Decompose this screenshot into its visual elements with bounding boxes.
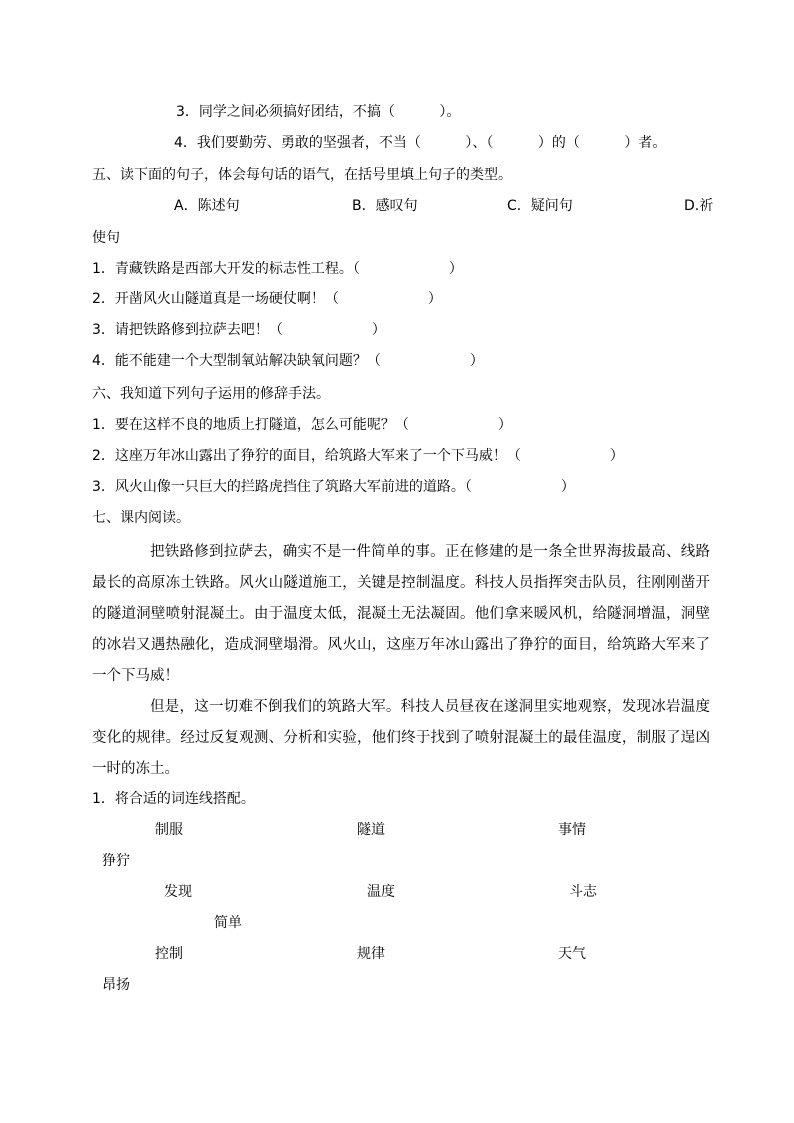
word-天气: 天气 [558, 946, 586, 962]
rhetoric-item-2: 2．这座万年冰山露出了狰狞的面目，给筑路大军来了一个下马威！（ ） [92, 448, 624, 464]
fill-in-item-3: 3．同学之间必须搞好团结，不搞（ ）。 [176, 104, 461, 120]
section-6-heading: 六、我知道下列句子运用的修辞手法。 [92, 386, 330, 402]
fill-in-item-4: 4．我们要勤劳、勇敢的坚强者，不当（ ）、（ ）的（ ）者。 [174, 135, 667, 151]
word-规律: 规律 [357, 946, 385, 962]
section-5-heading: 五、读下面的句子，体会每句话的语气，在括号里填上句子的类型。 [92, 167, 512, 183]
word-发现: 发现 [164, 884, 192, 900]
reading-passage [92, 537, 710, 785]
rhetoric-item-3: 3．风火山像一只巨大的拦路虎挡住了筑路大军前进的道路。（ ） [92, 479, 575, 495]
word-斗志: 斗志 [569, 884, 597, 900]
passage-paragraph-2: 但是，这一切难不倒我们的筑路大军。科技人员昼夜在遂洞里实地观察，发现冰岩温度变化的规律。经过反复观测、分析和实验，他们终于找到了喷射混凝土的最佳温度，制服了逞凶一时的冻土。 [92, 699, 710, 777]
sentence-item-3: 3．请把铁路修到拉萨去吧！（ ） [92, 322, 386, 338]
word-昂扬: 昂扬 [102, 977, 130, 993]
word-简单: 简单 [214, 915, 242, 931]
question-1-prompt: 1．将合适的词连线搭配。 [92, 791, 255, 807]
option-c: C．疑问句 [507, 198, 573, 214]
option-b: B．感叹句 [352, 198, 418, 214]
word-隧道: 隧道 [357, 822, 385, 838]
option-d-wrap: 使句 [92, 230, 120, 246]
section-7-heading: 七、课内阅读。 [92, 510, 190, 526]
word-狰狞: 狰狞 [102, 853, 130, 869]
sentence-item-2: 2．开凿风火山隧道真是一场硬仗啊！（ ） [92, 291, 442, 307]
sentence-item-1: 1．青藏铁路是西部大开发的标志性工程。（ ） [92, 261, 463, 277]
option-d: D.祈 [684, 198, 714, 214]
passage-paragraph-1: 把铁路修到拉萨去，确实不是一件简单的事。正在修建的是一条全世界海拔最高、线路最长的高原冻土铁路。风火山隧道施工，关键是控制温度。科技人员指挥突击队员，往刚刚凿开的隧道洞壁喷射混凝土。由于温度太低，混凝土无法凝固。他们拿来暖风机，给隧洞增温，洞壁的冰岩又遇热融化，造成洞壁塌滑。风火山，这座万年冰山露出了狰狞的面目，给筑路大军来了一个下马威！ [92, 544, 710, 684]
word-温度: 温度 [367, 884, 395, 900]
word-事情: 事情 [558, 822, 586, 838]
option-a: A．陈述句 [174, 198, 240, 214]
sentence-item-4: 4．能不能建一个大型制氧站解决缺氧问题？（ ） [92, 353, 484, 369]
word-制服: 制服 [155, 822, 183, 838]
word-控制: 控制 [155, 946, 183, 962]
rhetoric-item-1: 1．要在这样不良的地质上打隧道，怎么可能呢？（ ） [92, 417, 512, 433]
